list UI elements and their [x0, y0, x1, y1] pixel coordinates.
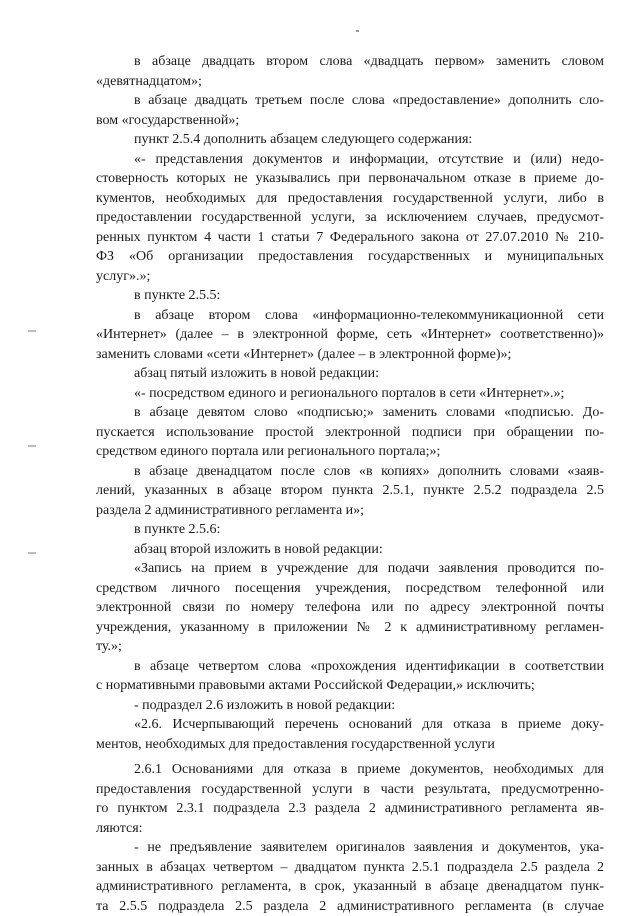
text-line: «Запись на прием в учреждение для подачи заявления проводится по- [96, 559, 604, 579]
text-line: услуг».»; [96, 267, 604, 287]
text-line: стоверность которых не указывались при первоначальном отказе в приеме до- [96, 169, 604, 189]
text-line: ту.»; [96, 637, 604, 657]
text-line: ляются: [96, 819, 604, 839]
text-line: в абзаце девятом слово «подписью;» заменить словами «подписью. До- [96, 403, 604, 423]
text-line: предоставлении государственной услуги, за исключением случаев, предусмот- [96, 208, 604, 228]
text-line: - подраздел 2.6 изложить в новой редакции: [96, 696, 604, 716]
text-line: в пункте 2.5.5: [96, 286, 604, 306]
text-line: учреждения, указанному в приложении № 2 к административному регламен- [96, 618, 604, 638]
text-line: та 2.5.5 подраздела 2.5 раздела 2 административного регламента (в случае [96, 897, 604, 916]
text-line: лений, указанных в абзаце втором пункта 2.5.1, пункте 2.5.2 подраздела 2.5 [96, 481, 604, 501]
text-line: «Интернет» (далее – в электронной форме, сеть «Интернет» соответственно)» [96, 325, 604, 345]
text-line: абзац пятый изложить в новой редакции: [96, 364, 604, 384]
text-line: ментов, необходимых для предоставления государственной услуги [96, 735, 604, 755]
text-line: ФЗ «Об организации предоставления государственных и муниципальных [96, 247, 604, 267]
paragraph-group-2 [96, 760, 604, 916]
text-line: в пункте 2.5.6: [96, 520, 604, 540]
text-line: заменить словами «сети «Интернет» (далее – в электронной форме)»; [96, 345, 604, 365]
text-line: абзац второй изложить в новой редакции: [96, 540, 604, 560]
text-line: пункт 2.5.4 дополнить абзацем следующего содержания: [96, 130, 604, 150]
text-line: средством личного посещения учреждения, посредством телефонной или [96, 579, 604, 599]
text-line: кументов, необходимых для предоставления государственной услуги, либо в [96, 189, 604, 209]
text-line: административного регламента, в срок, указанный в абзаце двенадцатом пунк- [96, 877, 604, 897]
text-line: в абзаце двадцать втором слова «двадцать первом» заменить словом [96, 52, 604, 72]
margin-mark [28, 330, 36, 332]
text-line: электронной связи по номеру телефона или по адресу электронной почты [96, 598, 604, 618]
paragraph-group-1 [96, 52, 604, 754]
text-line: «- представления документов и информации, отсутствие и (или) недо- [96, 150, 604, 170]
text-line: занных в абзацах четвертом – двадцатом пункта 2.5.1 подраздела 2.5 раздела 2 [96, 858, 604, 878]
scan-speck [356, 30, 359, 32]
text-line: предоставления государственной услуги в части результата, предусмотренно- [96, 780, 604, 800]
text-line: в абзаце двадцать третьем после слова «предоставление» дополнить сло- [96, 91, 604, 111]
text-line: в абзаце двенадцатом после слов «в копиях» дополнить словами «заяв- [96, 462, 604, 482]
text-line: вом «государственной»; [96, 111, 604, 131]
text-line: ренных пунктом 4 части 1 статьи 7 Федерального закона от 27.07.2010 № 210- [96, 228, 604, 248]
margin-mark [28, 552, 36, 554]
margin-mark [28, 445, 36, 447]
text-line: го пунктом 2.3.1 подраздела 2.3 раздела 2 административного регламента яв- [96, 799, 604, 819]
text-line: «девятнадцатом»; [96, 72, 604, 92]
text-line: в абзаце втором слова «информационно-телекоммуникационной сети [96, 306, 604, 326]
text-line: раздела 2 административного регламента и»; [96, 501, 604, 521]
text-line: - не предъявление заявителем оригиналов заявления и документов, ука- [96, 838, 604, 858]
text-line: в абзаце четвертом слова «прохождения идентификации в соответствии [96, 657, 604, 677]
text-line: средством единого портала или регионального портала;»; [96, 442, 604, 462]
text-line: пускается использование простой электронной подписи при обращении по- [96, 423, 604, 443]
text-line: 2.6.1 Основаниями для отказа в приеме документов, необходимых для [96, 760, 604, 780]
text-line: «2.6. Исчерпывающий перечень оснований для отказа в приеме доку- [96, 715, 604, 735]
text-line: с нормативными правовыми актами Российской Федерации,» исключить; [96, 676, 604, 696]
text-line: «- посредством единого и регионального порталов в сети «Интернет».»; [96, 384, 604, 404]
